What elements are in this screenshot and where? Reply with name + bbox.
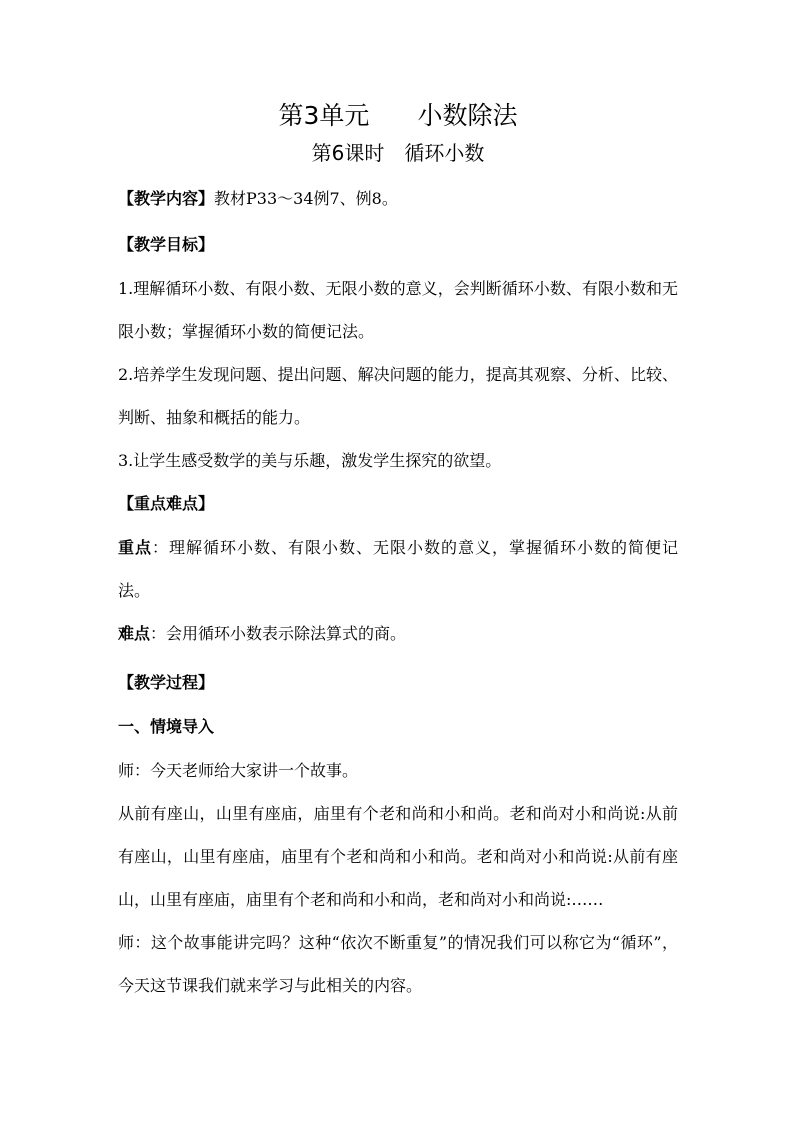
lesson-title — [118, 136, 678, 170]
process-paragraph-2: 从前有座山，山里有座庙，庙里有个老和尚和小和尚。老和尚对小和尚说:从前有座山，山里有座庙，庙里有个老和尚和小和尚。老和尚对小和尚说:从前有座山，山里有座庙，庙里有个老和尚和小和尚，老和尚对小和尚说:…… — [118, 804, 678, 909]
lesson-topic: 循环小数 — [404, 141, 485, 165]
section-heading-1: 一、情境导入 — [118, 717, 215, 736]
unit-title — [118, 96, 678, 136]
process-paragraph-3: 师：这个故事能讲完吗？这种“依次不断重复”的情况我们可以称它为“循环”，今天这节课我们就来学习与此相关的内容。 — [118, 933, 678, 995]
unit-topic: 小数除法 — [417, 101, 518, 130]
goal-item-2: 2.培养学生发现问题、提出问题、解决问题的能力，提高其观察、分析、比较、判断、抽象和概括的能力。 — [118, 365, 678, 427]
difficulty-label: 难点 — [118, 624, 151, 643]
process-paragraph-1: 师：今天老师给大家讲一个故事。 — [118, 761, 359, 780]
goal-item-3: 3.让学生感受数学的美与乐趣，激发学生探究的欲望。 — [118, 451, 502, 470]
focus-paragraph — [118, 526, 678, 612]
goal-item-1: 1.理解循环小数、有限小数、无限小数的意义，会判断循环小数、有限小数和无限小数；掌握循环小数的简便记法。 — [118, 279, 678, 341]
goals-heading: 【教学目标】 — [118, 235, 215, 254]
content-line — [118, 178, 678, 219]
difficulty-paragraph — [118, 612, 678, 655]
document-page — [118, 96, 678, 1007]
lesson-number: 第6课时 — [311, 141, 385, 165]
difficulty-text: ：会用循环小数表示除法算式的商。 — [150, 624, 407, 643]
focus-text: ：理解循环小数、有限小数、无限小数的意义，掌握循环小数的简便记法。 — [118, 538, 678, 600]
key-points-heading: 【重点难点】 — [118, 494, 215, 513]
unit-number: 第3单元 — [278, 101, 370, 130]
content-text: 教材P33～34例7、例8。 — [214, 189, 398, 208]
process-heading: 【教学过程】 — [118, 673, 215, 692]
focus-label: 重点 — [118, 538, 152, 557]
content-label: 【教学内容】 — [118, 189, 215, 208]
